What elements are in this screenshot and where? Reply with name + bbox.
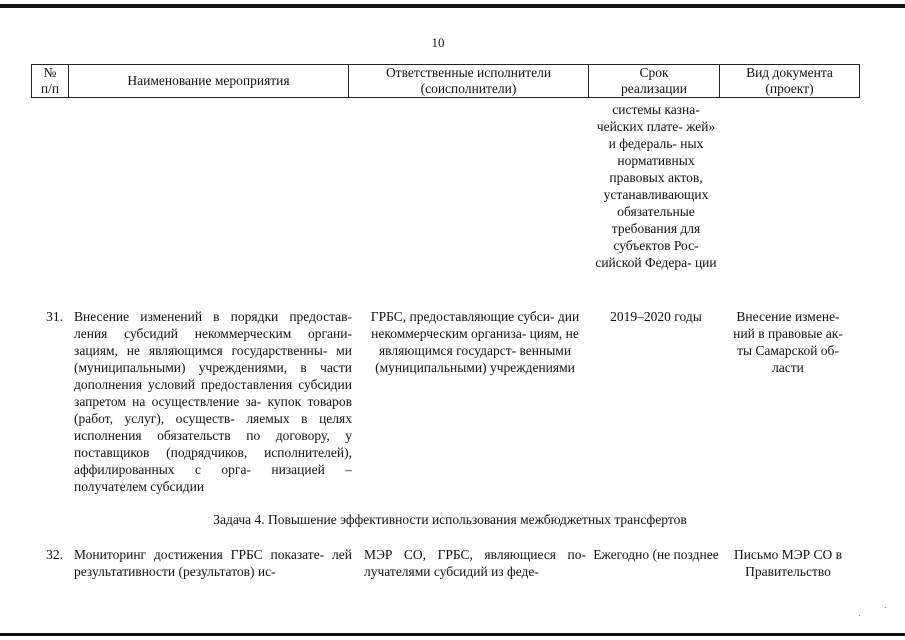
row-32-name: Мониторинг достижения ГРБС показате- лей результативности (результатов) ис-: [74, 547, 352, 579]
scan-speck: .: [884, 600, 887, 611]
task-heading: Задача 4. Повышение эффективности использования межбюджетных трансфертов: [213, 512, 687, 527]
header-exec: [348, 64, 588, 98]
header-term: [588, 64, 719, 98]
row-32-doc: Письмо МЭР СО в Правительство: [733, 547, 843, 579]
header-exec-label: Ответственные исполнители (соисполнители): [385, 65, 552, 96]
row-31-num: 31.: [46, 309, 63, 324]
header-doc-label: Вид документа (проект): [746, 65, 833, 96]
top-rule: [0, 4, 905, 8]
row-31-exec: ГРБС, предоставляющие субси- дии некоммерческим организа- циям, не являющимся государст- венными (муниципальными) учреждениями: [370, 309, 580, 375]
header-num-label: № п/п: [40, 65, 60, 96]
row-32-exec: МЭР СО, ГРБС, являющиеся по- лучателями субсидий из феде-: [364, 547, 586, 579]
header-num: [31, 64, 68, 98]
bottom-rule: [0, 633, 905, 636]
row-cont-term: системы казна- чейских плате- жей» и федераль- ных нормативных правовых актов, устанавливающих обязательные требования для субъектов Рос- сийской Федера- ции: [595, 102, 717, 270]
header-term-label: Срок реализации: [621, 65, 687, 96]
row-31-term: 2019–2020 годы: [610, 309, 702, 324]
row-31-doc: Внесение измене- ний в правовые ак- ты Самарской об- ласти: [733, 309, 843, 375]
row-32-num: 32.: [46, 547, 63, 562]
page-number: 10: [431, 35, 445, 50]
row-31-name: Внесение изменений в порядки предостав- ления субсидий некоммерческим органи- зациям, не являющимся государственны- ми (муниципальными) учреждениями, в части дополнения условий предоставления субсидии запретом на осуществление за- купок товаров (работ, услуг), осуществ- ляемых в целях исполнения обязательств по договору, у поставщиков (подрядчиков, исполнителей), аффилированных с орга- низацией – получателем субсидии: [74, 309, 352, 494]
header-name-label: Наименование мероприятия: [127, 73, 290, 88]
header-name: [68, 64, 348, 98]
row-32-term: Ежегодно (не позднее: [593, 547, 719, 562]
header-doc: [719, 64, 860, 98]
scan-speck: ˙: [858, 614, 862, 625]
